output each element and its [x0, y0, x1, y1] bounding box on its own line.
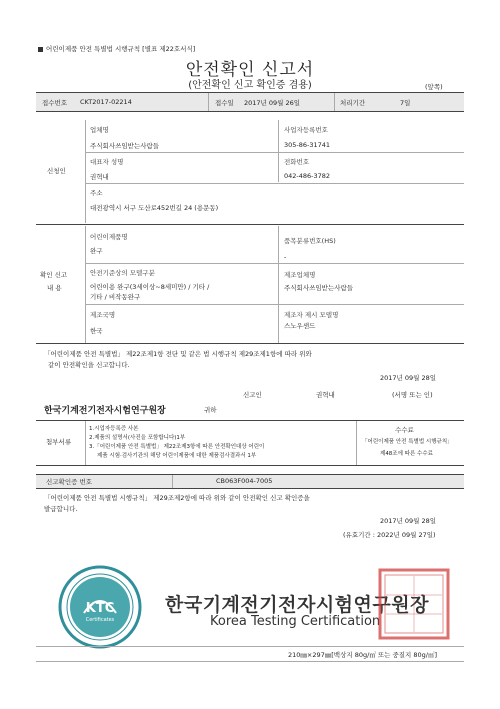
address-label: 주소 — [90, 189, 103, 197]
receipt-period-label: 처리기간 — [340, 99, 366, 107]
confirmation-line-1: 「어린이제품 안전 특별법 시행규칙」 제29조제2항에 따라 위와 같이 안전확인 신고 확인증을 — [44, 494, 310, 502]
divider — [36, 488, 464, 489]
divider — [85, 304, 464, 305]
country-value: 한국 — [90, 327, 103, 335]
divider — [334, 93, 335, 111]
divider — [36, 420, 464, 421]
receipt-no-label: 접수번호 — [42, 99, 68, 107]
divider — [36, 343, 464, 344]
hs-label: 품목분류번호(HS) — [284, 237, 336, 245]
fee-label: 수수료 — [395, 426, 414, 434]
model-value-2: 기타 / 비작동완구 — [90, 293, 141, 301]
addressee: 한국기계전기전자시험연구원장 — [44, 406, 166, 416]
confirmation-validity: (유효기간 : 2022년 09월 27일) — [343, 531, 436, 539]
rep-label: 대표자 성명 — [90, 158, 124, 166]
official-seal-icon — [378, 568, 450, 640]
country-label: 제조국명 — [90, 311, 116, 319]
product-section-label: 확인 신고 — [40, 271, 68, 279]
page-side-note: (앞쪽) — [425, 83, 443, 91]
rep-value: 권혁내 — [90, 173, 109, 181]
bizno-value: 305-86-31741 — [284, 141, 331, 149]
form-subtitle: (안전확인 신고 확인증 겸용) — [188, 80, 312, 91]
hs-value: - — [284, 253, 287, 261]
addressee-suffix: 귀하 — [204, 406, 217, 414]
model-value-1: 어린이용 완구(3세이상~8세미만) / 기타 / — [90, 283, 210, 291]
company-value: 주식회사쓰임받는사람들 — [90, 142, 160, 150]
model-label: 안전기준상의 모델구분 — [90, 269, 155, 277]
confirmation-line-2: 발급합니다. — [44, 505, 78, 513]
declaration-line-2: 같이 안전확인을 신고합니다. — [48, 361, 130, 369]
confirmation-no-value: CB063F004-7005 — [216, 477, 273, 485]
receipt-date-value: 2017년 09월 26일 — [244, 99, 301, 107]
square-bullet-icon — [38, 47, 43, 52]
applicant-section-label: 신청인 — [47, 167, 66, 175]
logo-subtext: Certificates — [85, 617, 115, 623]
company-label: 업체명 — [90, 126, 109, 134]
product-section-label-2: 내 용 — [47, 284, 62, 292]
signer-name: 권혁내 — [316, 391, 335, 399]
attachment-item-1: 1.시업자등록증 사본 — [89, 426, 139, 432]
divider — [85, 226, 86, 343]
divider — [85, 421, 86, 465]
issuer-name-ko: 한국기계전기전자시험연구원장 — [165, 594, 429, 616]
receipt-no-value: CKT2017-02214 — [80, 98, 132, 106]
divider — [36, 661, 464, 662]
receipt-period-value: 7일 — [400, 99, 411, 107]
form-note: 어린이제품 안전 특별법 시행규칙 [별표 제22호서식] — [38, 44, 195, 53]
address-value: 대전광역시 서구 도산로452번길 24 (용문동) — [90, 204, 219, 212]
form-title: 안전확인 신고서 — [185, 60, 315, 80]
divider — [36, 465, 464, 466]
divider — [85, 183, 464, 184]
confirmation-no-label: 신고확인증 번호 — [46, 478, 93, 486]
bizno-label: 사업자등록번호 — [284, 126, 328, 134]
maker-value: 주식회사쓰임받는사람들 — [284, 284, 354, 292]
receipt-date-label: 접수일 — [215, 99, 234, 107]
declaration-date: 2017년 09월 28일 — [380, 374, 437, 382]
maker-model-value: 스노우샌드 — [284, 322, 316, 330]
attachment-item-3: 3.「어린이제품 안전 특별법」 제22조제3항에 따른 안전확인대상 어린이 — [89, 444, 265, 450]
attachments-label: 첨부서류 — [46, 438, 72, 446]
attachment-item-4: 제품 시험·검사기관의 해당 어린이제품에 대한 제품검사결과서 1부 — [97, 453, 257, 459]
maker-model-label: 제조자 제시 모델명 — [284, 311, 339, 319]
signer-label: 신고인 — [243, 391, 262, 399]
attachment-item-2: 2.제품의 설명서(사진을 포함합니다)1부 — [89, 435, 186, 441]
divider — [85, 263, 464, 264]
maker-label: 제조업체명 — [284, 271, 316, 279]
divider — [36, 111, 464, 112]
paper-spec: 210㎜×297㎜[백상지 80g/㎡ 또는 중질지 80g/㎡] — [288, 651, 438, 659]
divider — [85, 120, 86, 223]
phone-value: 042-486-3782 — [284, 172, 331, 180]
product-name-label: 어린이제품명 — [90, 233, 128, 241]
fee-line-2: 제48조에 따른 수수료 — [380, 451, 433, 457]
divider — [172, 475, 173, 488]
issuer-name-en: Korea Testing Certification — [210, 614, 381, 629]
divider — [208, 93, 209, 111]
ktc-logo-icon — [58, 565, 142, 649]
fee-line-1: 「어린이제품 안전 특별법 시행규칙」 — [362, 439, 453, 445]
divider — [278, 226, 279, 343]
divider — [36, 224, 464, 225]
logo-text: KTC — [85, 601, 115, 616]
divider — [278, 120, 279, 182]
divider — [36, 646, 464, 647]
product-name-value: 완구 — [90, 247, 103, 255]
sign-note: (서명 또는 인) — [392, 391, 433, 399]
divider — [85, 152, 464, 153]
declaration-line-1: 「어린이제품 안전 특별법」 제22조제1항 전단 및 같은 법 시행규칙 제29조제1항에 따라 위와 — [44, 350, 312, 358]
divider — [356, 421, 357, 465]
phone-label: 전화번호 — [284, 158, 310, 166]
confirmation-date: 2017년 09월 28일 — [380, 517, 437, 525]
